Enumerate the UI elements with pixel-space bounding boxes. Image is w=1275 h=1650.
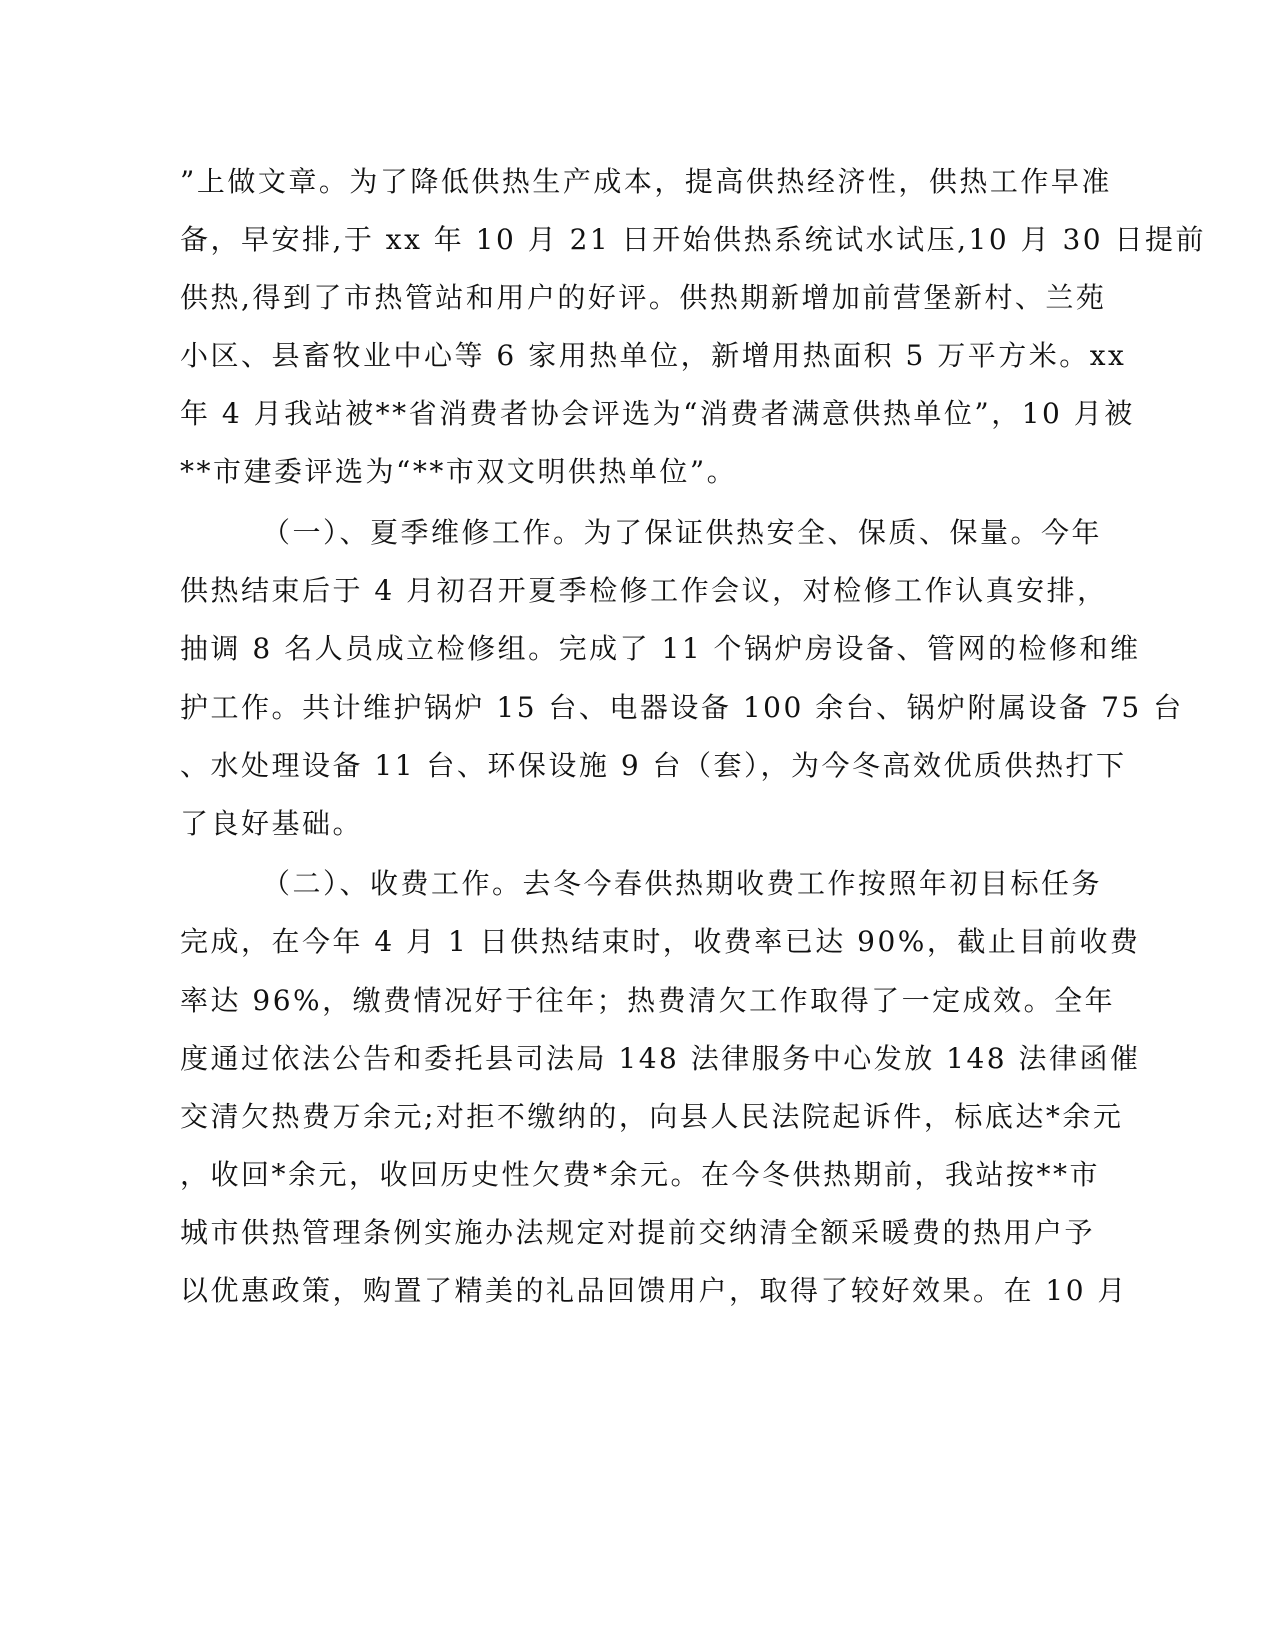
paragraph-1-line-1: ”上做文章。为了降低供热生产成本，提高供热经济性，供热工作早准: [180, 165, 1112, 198]
paragraph-2-line-6: 了良好基础。: [180, 807, 364, 840]
paragraph-3-line-8: 以优惠政策，购置了精美的礼品回馈用户，取得了较好效果。在 10 月: [180, 1274, 1128, 1307]
paragraph-3-line-3: 率达 96%，缴费情况好于往年；热费清欠工作取得了一定成效。全年: [180, 984, 1116, 1017]
paragraph-3-line-1: （二）、收费工作。去冬今春供热期收费工作按照年初目标任务: [262, 867, 1103, 900]
paragraph-2-line-2: 供热结束后于 4 月初召开夏季检修工作会议，对检修工作认真安排，: [180, 574, 1108, 607]
paragraph-3-line-6: ，收回*余元，收回历史性欠费*余元。在今冬供热期前，我站按**市: [180, 1158, 1101, 1191]
paragraph-1-line-3: 供热,得到了市热管站和用户的好评。供热期新增加前营堡新村、兰苑: [180, 281, 1107, 314]
paragraph-3-line-2: 完成，在今年 4 月 1 日供热结束时，收费率已达 90%，截止目前收费: [180, 925, 1141, 958]
paragraph-2-line-1: （一）、夏季维修工作。为了保证供热安全、保质、保量。今年: [262, 516, 1103, 549]
paragraph-1-line-4: 小区、县畜牧业中心等 6 家用热单位，新增用热面积 5 万平方米。xx: [180, 339, 1127, 372]
paragraph-3-line-7: 城市供热管理条例实施办法规定对提前交纳清全额采暖费的热用户予: [180, 1216, 1096, 1249]
paragraph-1-line-6: **市建委评选为“**市双文明供热单位”。: [180, 455, 738, 488]
paragraph-2-line-4: 护工作。共计维护锅炉 15 台、电器设备 100 余台、锅炉附属设备 75 台: [180, 691, 1184, 724]
paragraph-3-line-5: 交清欠热费万余元;对拒不缴纳的，向县人民法院起诉件，标底达*余元: [180, 1100, 1124, 1133]
paragraph-3-line-4: 度通过依法公告和委托县司法局 148 法律服务中心发放 148 法律函催: [180, 1042, 1141, 1075]
paragraph-1-line-5: 年 4 月我站被**省消费者协会评选为“消费者满意供热单位”，10 月被: [180, 397, 1135, 430]
paragraph-1-line-2: 备，早安排,于 xx 年 10 月 21 日开始供热系统试水试压,10 月 30 日提前: [180, 223, 1207, 256]
paragraph-2-line-5: 、水处理设备 11 台、环保设施 9 台（套），为今冬高效优质供热打下: [180, 749, 1127, 782]
paragraph-2-line-3: 抽调 8 名人员成立检修组。完成了 11 个锅炉房设备、管网的检修和维: [180, 632, 1141, 665]
